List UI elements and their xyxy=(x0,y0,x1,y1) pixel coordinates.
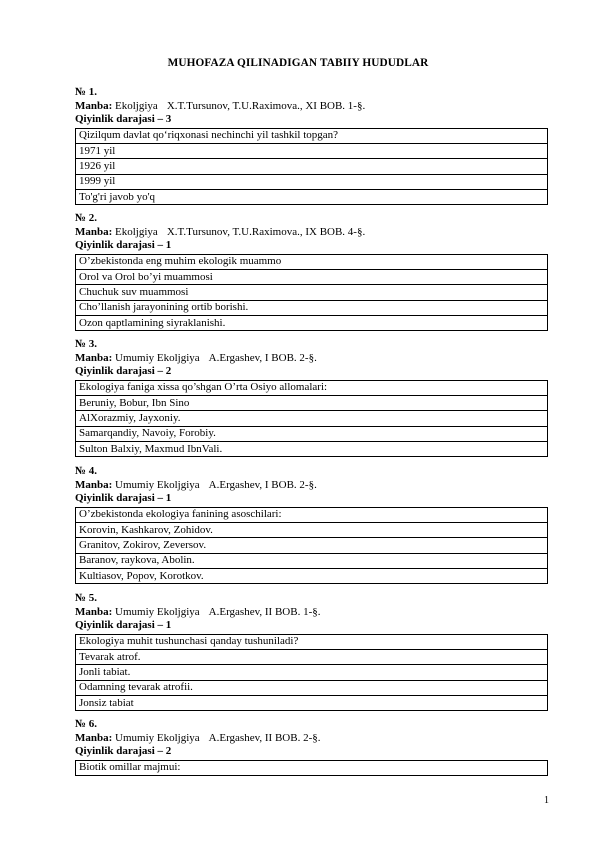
answer-row xyxy=(76,395,548,410)
answer-option: 1926 yil xyxy=(76,159,548,174)
answer-table xyxy=(75,634,548,712)
question-row xyxy=(76,760,548,775)
source-label: Manba: xyxy=(75,99,113,112)
question-block xyxy=(75,212,548,331)
answer-row xyxy=(76,143,548,158)
source-ref: X.T.Tursunov, T.U.Raximova., XI BOB. 1-§. xyxy=(166,99,366,112)
answer-row xyxy=(76,649,548,664)
answer-option: Samarqandiy, Navoiy, Forobiy. xyxy=(76,426,548,441)
answer-option: Odamning tevarak atrofii. xyxy=(76,680,548,695)
question-number: № 6. xyxy=(75,718,98,730)
answer-table xyxy=(75,507,548,585)
question-number: № 2. xyxy=(75,212,98,224)
question-text: Qizilqum davlat qo‘riqxonasi nechinchi yil tashkil topgan? xyxy=(76,128,548,143)
answer-option: Baranov, raykova, Abolin. xyxy=(76,553,548,568)
answer-row xyxy=(76,538,548,553)
source-label: Manba: xyxy=(75,605,113,618)
answer-row xyxy=(76,159,548,174)
answer-row xyxy=(76,522,548,537)
answer-option: Tevarak atrof. xyxy=(76,649,548,664)
question-block xyxy=(75,718,548,776)
question-block xyxy=(75,465,548,584)
answer-option: Korovin, Kashkarov, Zohidov. xyxy=(76,522,548,537)
answer-option: 1971 yil xyxy=(76,143,548,158)
page-number: 1 xyxy=(544,795,549,806)
question-row xyxy=(76,380,548,395)
source-label: Manba: xyxy=(75,225,113,238)
answer-option: Jonsiz tabiat xyxy=(76,696,548,711)
question-text: Biotik omillar majmui: xyxy=(76,760,548,775)
answer-row xyxy=(76,174,548,189)
answer-table xyxy=(75,380,548,458)
question-text: Ekologiya muhit tushunchasi qanday tushuniladi? xyxy=(76,634,548,649)
answer-row xyxy=(76,269,548,284)
source-ref: A.Ergashev, II BOB. 1-§. xyxy=(208,605,321,618)
source-label: Manba: xyxy=(75,478,113,491)
source-ref: A.Ergashev, I BOB. 2-§. xyxy=(208,351,317,364)
source-ref: A.Ergashev, I BOB. 2-§. xyxy=(208,478,317,491)
answer-table xyxy=(75,760,548,776)
answer-row xyxy=(76,300,548,315)
answer-option: Granitov, Zokirov, Zeversov. xyxy=(76,538,548,553)
answer-option: 1999 yil xyxy=(76,174,548,189)
question-difficulty: Qiyinlik darajasi – 1 xyxy=(75,239,172,251)
source-ref: A.Ergashev, II BOB. 2-§. xyxy=(208,731,321,744)
page-title: MUHOFAZA QILINADIGAN TABIIY HUDUDLAR xyxy=(167,57,429,69)
question-row xyxy=(76,507,548,522)
source-book: Umumiy Ekoljgiya xyxy=(115,731,200,744)
answer-row xyxy=(76,442,548,457)
answer-option: Chuchuk suv muammosi xyxy=(76,285,548,300)
answer-option: Beruniy, Bobur, Ibn Sino xyxy=(76,395,548,410)
answer-row xyxy=(76,680,548,695)
question-number: № 3. xyxy=(75,338,98,350)
answer-row xyxy=(76,553,548,568)
question-difficulty: Qiyinlik darajasi – 1 xyxy=(75,492,172,504)
source-book: Umumiy Ekoljgiya xyxy=(115,351,200,364)
question-source xyxy=(75,479,548,493)
answer-row xyxy=(76,426,548,441)
question-number: № 4. xyxy=(75,465,98,477)
answer-row xyxy=(76,696,548,711)
question-number: № 5. xyxy=(75,592,98,604)
answer-option: Sulton Balxiy, Maxmud IbnVali. xyxy=(76,442,548,457)
question-number: № 1. xyxy=(75,86,98,98)
question-row xyxy=(76,254,548,269)
answer-row xyxy=(76,190,548,205)
source-ref: X.T.Tursunov, T.U.Raximova., IX BOB. 4-§. xyxy=(166,225,366,238)
question-source xyxy=(75,732,548,746)
question-block xyxy=(75,338,548,457)
source-book: Ekoljgiya xyxy=(115,225,158,238)
answer-option: Jonli tabiat. xyxy=(76,665,548,680)
answer-row xyxy=(76,665,548,680)
question-block xyxy=(75,86,548,205)
answer-option: Orol va Orol bo’yi muammosi xyxy=(76,269,548,284)
question-row xyxy=(76,128,548,143)
source-book: Umumiy Ekoljgiya xyxy=(115,478,200,491)
answer-option: To'g'ri javob yo'q xyxy=(76,190,548,205)
answer-option: Cho’llanish jarayonining ortib borishi. xyxy=(76,300,548,315)
question-difficulty: Qiyinlik darajasi – 2 xyxy=(75,745,172,757)
answer-option: Ozon qaptlamining siyraklanishi. xyxy=(76,316,548,331)
source-label: Manba: xyxy=(75,351,113,364)
question-text: O’zbekistonda ekologiya fanining asoschilari: xyxy=(76,507,548,522)
question-difficulty: Qiyinlik darajasi – 2 xyxy=(75,365,172,377)
question-source xyxy=(75,226,548,240)
question-text: Ekologiya faniga xissa qo’shgan O’rta Osiyo allomalari: xyxy=(76,380,548,395)
question-source xyxy=(75,352,548,366)
question-difficulty: Qiyinlik darajasi – 1 xyxy=(75,619,172,631)
answer-table xyxy=(75,128,548,206)
question-text: O’zbekistonda eng muhim ekologik muammo xyxy=(76,254,548,269)
answer-option: Kultiasov, Popov, Korotkov. xyxy=(76,569,548,584)
answer-row xyxy=(76,316,548,331)
source-book: Umumiy Ekoljgiya xyxy=(115,605,200,618)
question-row xyxy=(76,634,548,649)
source-book: Ekoljgiya xyxy=(115,99,158,112)
question-block xyxy=(75,592,548,711)
question-difficulty: Qiyinlik darajasi – 3 xyxy=(75,113,172,125)
answer-table xyxy=(75,254,548,332)
source-label: Manba: xyxy=(75,731,113,744)
question-source xyxy=(75,100,548,114)
answer-option: AlXorazmiy, Jayxoniy. xyxy=(76,411,548,426)
question-source xyxy=(75,606,548,620)
answer-row xyxy=(76,411,548,426)
answer-row xyxy=(76,569,548,584)
answer-row xyxy=(76,285,548,300)
